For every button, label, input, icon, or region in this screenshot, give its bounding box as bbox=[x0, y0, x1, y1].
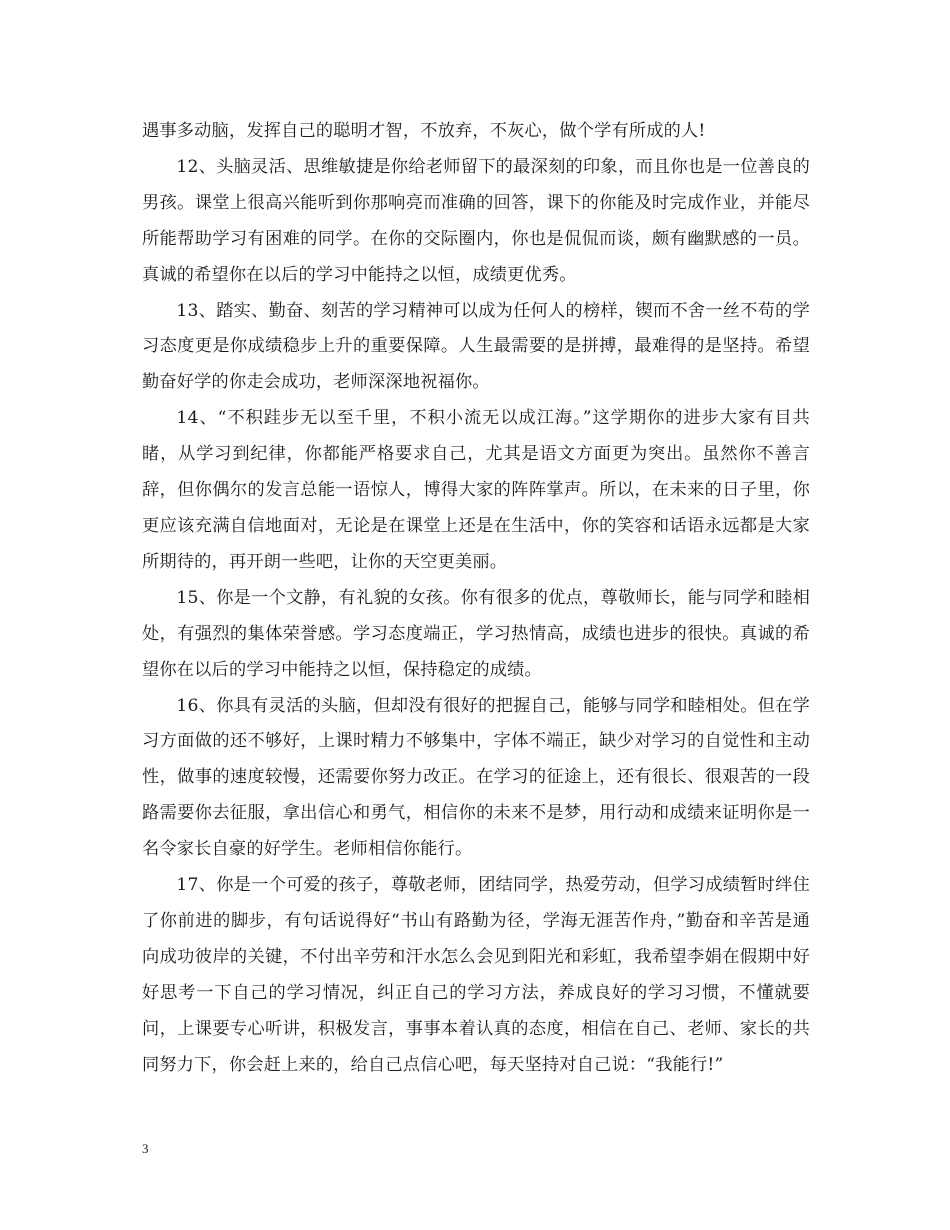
page-number: 3 bbox=[142, 1141, 149, 1156]
paragraph-17: 17、你是一个可爱的孩子，尊敬老师，团结同学，热爱劳动，但学习成绩暂时绊住了你前进的脚步，有句话说得好“书山有路勤为径，学海无涯苦作舟，”勤奋和辛苦是通向成功彼岸的关键，不付出辛劳和汗水怎么会见到阳光和彩虹，我希望李娟在假期中好好思考一下自己的学习情况，纠正自己的学习方法，养成良好的学习习惯，不懂就要问，上课要专心听讲，积极发言，事事本着认真的态度，相信在自己、老师、家长的共同努力下，你会赶上来的，给自己点信心吧，每天坚持对自己说：“我能行!” bbox=[142, 875, 810, 1075]
paragraph-14: 14、“不积跬步无以至千里，不积小流无以成江海。”这学期你的进步大家有目共睹，从学习到纪律，你都能严格要求自己，尤其是语文方面更为突出。虽然你不善言辞，但你偶尔的发言总能一语惊人，博得大家的阵阵掌声。所以，在未来的日子里，你更应该充满自信地面对，无论是在课堂上还是在生活中，你的笑容和话语永远都是大家所期待的，再开朗一些吧，让你的天空更美丽。 bbox=[142, 408, 810, 572]
paragraph-15: 15、你是一个文静，有礼貌的女孩。你有很多的优点，尊敬师长，能与同学和睦相处，有强烈的集体荣誉感。学习态度端正，学习热情高，成绩也进步的很快。真诚的希望你在以后的学习中能持之以恒，保持稳定的成绩。 bbox=[142, 587, 810, 680]
document-body bbox=[142, 114, 810, 1083]
paragraph-16: 16、你具有灵活的头脑，但却没有很好的把握自己，能够与同学和睦相处。但在学习方面做的还不够好，上课时精力不够集中，字体不端正，缺少对学习的自觉性和主动性，做事的速度较慢，还需要你努力改正。在学习的征途上，还有很长、很艰苦的一段路需要你去征服，拿出信心和勇气，相信你的未来不是梦，用行动和成绩来证明你是一名令家长自豪的好学生。老师相信你能行。 bbox=[142, 695, 810, 860]
paragraph-12: 12、头脑灵活、思维敏捷是你给老师留下的最深刻的印象，而且你也是一位善良的男孩。课堂上很高兴能听到你那响亮而准确的回答，课下的你能及时完成作业，并能尽所能帮助学习有困难的同学。在你的交际圈内，你也是侃侃而谈，颇有幽默感的一员。真诚的希望你在以后的学习中能持之以恒，成绩更优秀。 bbox=[142, 156, 810, 285]
paragraph-13: 13、踏实、勤奋、刻苦的学习精神可以成为任何人的榜样，锲而不舍一丝不苟的学习态度更是你成绩稳步上升的重要保障。人生最需要的是拼搏，最难得的是坚持。希望勤奋好学的你走会成功，老师深深地祝福你。 bbox=[142, 300, 810, 393]
paragraph-continued: 遇事多动脑，发挥自己的聪明才智，不放弃，不灰心，做个学有所成的人! bbox=[142, 121, 706, 141]
